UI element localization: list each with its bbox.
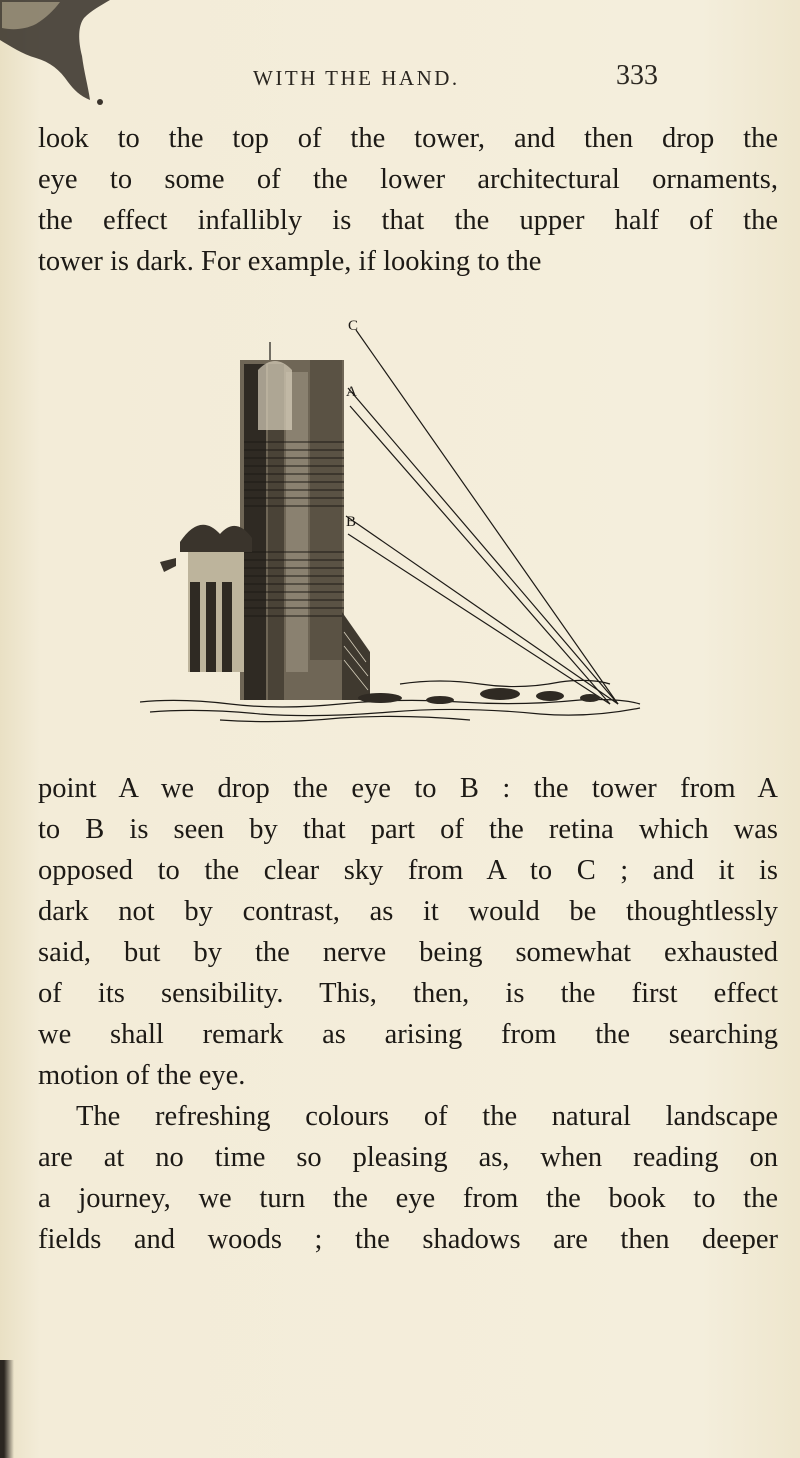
page-number: 333 — [616, 60, 658, 91]
text-line: said, but by the nerve being somewhat exhausted — [38, 937, 778, 968]
text-line: a journey, we turn the eye from the book to the — [38, 1183, 778, 1214]
figure-label-b: B — [346, 514, 357, 530]
text-line: the effect infallibly is that the upper half of the — [38, 205, 778, 236]
tower-side-aisle — [160, 525, 252, 672]
figure-label-c: C — [348, 318, 359, 334]
text-line: fields and woods ; the shadows are then deeper — [38, 1224, 778, 1255]
tower-body — [240, 360, 344, 700]
text-line: motion of the eye. — [38, 1060, 246, 1091]
tower-buttress — [342, 612, 370, 700]
figure-label-a: A — [346, 384, 357, 400]
text-line: are at no time so pleasing as, when reading on — [38, 1142, 778, 1173]
tower-illustration — [140, 312, 660, 772]
text-line: of its sensibility. This, then, is the first effect — [38, 978, 778, 1009]
text-line: dark not by contrast, as it would be thoughtlessly — [38, 896, 778, 927]
paragraph-1 — [38, 118, 778, 282]
running-title: WITH THE HAND. — [253, 66, 460, 90]
sight-lines — [346, 330, 618, 704]
ink-blot-decoration — [0, 0, 120, 110]
page-edge-shadow — [0, 1360, 14, 1458]
text-line: point A we drop the eye to B : the tower from A — [38, 773, 778, 804]
text-line: we shall remark as arising from the searching — [38, 1019, 778, 1050]
text-line: to B is seen by that part of the retina which was — [38, 814, 778, 845]
text-line: opposed to the clear sky from A to C ; and it is — [38, 855, 778, 886]
text-line: The refreshing colours of the natural landscape — [76, 1101, 778, 1132]
text-line: look to the top of the tower, and then drop the — [38, 123, 778, 154]
text-line: tower is dark. For example, if looking to the — [38, 246, 542, 277]
text-line: eye to some of the lower architectural ornaments, — [38, 164, 778, 195]
paragraph-2 — [38, 768, 778, 1260]
